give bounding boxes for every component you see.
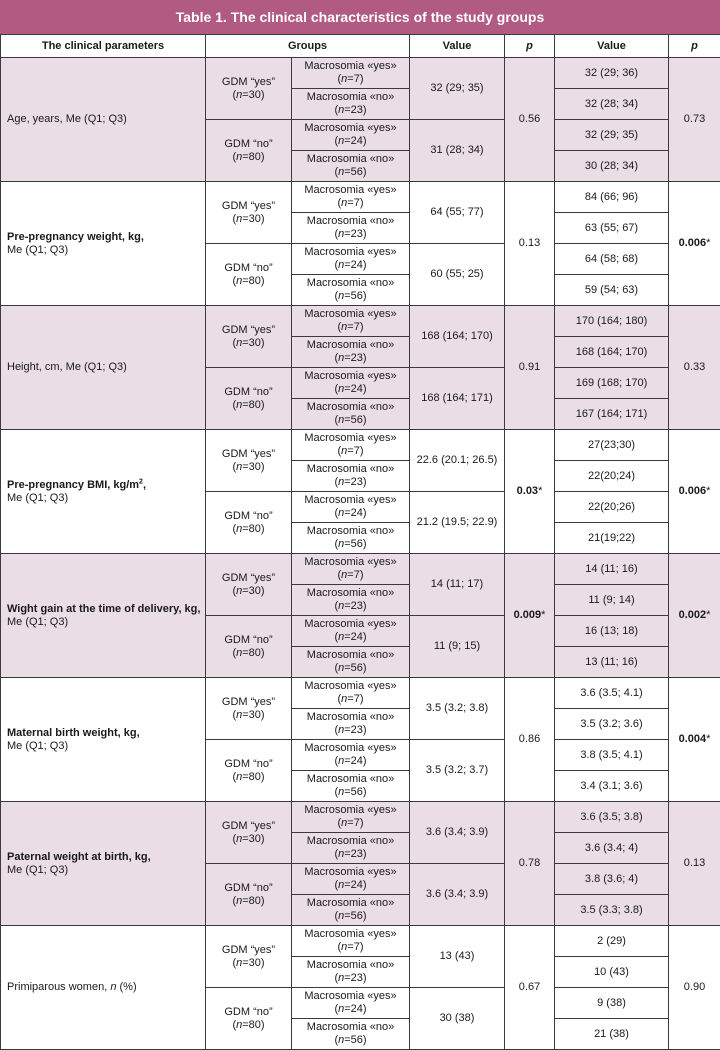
- subgroup-macro-no: Macrosomia «no» (n=23): [292, 337, 410, 368]
- value2-cell: 13 (11; 16): [555, 647, 669, 678]
- value1-gdm-no: 11 (9; 15): [410, 616, 505, 678]
- group-gdm-yes: GDM “yes” (n=30): [206, 554, 292, 616]
- subgroup-macro-yes: Macrosomia «yes» (n=24): [292, 368, 410, 399]
- table-row: [1, 430, 720, 461]
- param-cell: Primiparous women, n (%): [1, 926, 206, 1050]
- value2-cell: 22(20;24): [555, 461, 669, 492]
- value1-gdm-yes: 13 (43): [410, 926, 505, 988]
- value2-cell: 9 (38): [555, 988, 669, 1019]
- header-row: [1, 35, 720, 58]
- subgroup-macro-no: Macrosomia «no» (n=56): [292, 895, 410, 926]
- value2-cell: 3.6 (3.5; 3.8): [555, 802, 669, 833]
- value1-gdm-no: 3.5 (3.2; 3.7): [410, 740, 505, 802]
- value1-gdm-yes: 3.6 (3.4; 3.9): [410, 802, 505, 864]
- subgroup-macro-yes: Macrosomia «yes» (n=24): [292, 988, 410, 1019]
- value2-cell: 169 (168; 170): [555, 368, 669, 399]
- p1-cell: 0.13: [505, 182, 555, 306]
- header-groups: Groups: [206, 35, 410, 58]
- value2-cell: 3.8 (3.5; 4.1): [555, 740, 669, 771]
- group-gdm-yes: GDM “yes” (n=30): [206, 306, 292, 368]
- value1-gdm-no: 60 (55; 25): [410, 244, 505, 306]
- value2-cell: 16 (13; 18): [555, 616, 669, 647]
- param-cell: Age, years, Me (Q1; Q3): [1, 58, 206, 182]
- value2-cell: 170 (164; 180): [555, 306, 669, 337]
- subgroup-macro-yes: Macrosomia «yes» (n=24): [292, 616, 410, 647]
- group-gdm-yes: GDM “yes” (n=30): [206, 802, 292, 864]
- value1-gdm-yes: 22.6 (20.1; 26.5): [410, 430, 505, 492]
- value2-cell: 3.6 (3.5; 4.1): [555, 678, 669, 709]
- p2-cell: 0.004*: [669, 678, 720, 802]
- subgroup-macro-yes: Macrosomia «yes» (n=7): [292, 430, 410, 461]
- subgroup-macro-no: Macrosomia «no» (n=56): [292, 523, 410, 554]
- header-value-1: Value: [410, 35, 505, 58]
- value2-cell: 167 (164; 171): [555, 399, 669, 430]
- subgroup-macro-yes: Macrosomia «yes» (n=7): [292, 182, 410, 213]
- group-gdm-yes: GDM “yes” (n=30): [206, 430, 292, 492]
- header-p-2: p: [669, 35, 720, 58]
- clinical-characteristics-table: [0, 34, 720, 1050]
- subgroup-macro-yes: Macrosomia «yes» (n=7): [292, 58, 410, 89]
- group-gdm-no: GDM “no” (n=80): [206, 740, 292, 802]
- value2-cell: 32 (28; 34): [555, 89, 669, 120]
- p2-cell: 0.33: [669, 306, 720, 430]
- param-cell: Pre-pregnancy weight, kg, Me (Q1; Q3): [1, 182, 206, 306]
- subgroup-macro-yes: Macrosomia «yes» (n=24): [292, 492, 410, 523]
- group-gdm-no: GDM “no” (n=80): [206, 244, 292, 306]
- table-title: Table 1. The clinical characteristics of the study groups: [0, 0, 720, 34]
- p1-cell: 0.009*: [505, 554, 555, 678]
- table-row: [1, 306, 720, 337]
- value2-cell: 11 (9; 14): [555, 585, 669, 616]
- value2-cell: 3.5 (3.3; 3.8): [555, 895, 669, 926]
- header-p-1: p: [505, 35, 555, 58]
- value2-cell: 59 (54; 63): [555, 275, 669, 306]
- group-gdm-no: GDM “no” (n=80): [206, 988, 292, 1050]
- value1-gdm-no: 3.6 (3.4; 3.9): [410, 864, 505, 926]
- subgroup-macro-yes: Macrosomia «yes» (n=24): [292, 120, 410, 151]
- table-row: [1, 182, 720, 213]
- subgroup-macro-no: Macrosomia «no» (n=23): [292, 833, 410, 864]
- p2-cell: 0.73: [669, 58, 720, 182]
- value2-cell: 22(20;26): [555, 492, 669, 523]
- table-row: [1, 58, 720, 89]
- value2-cell: 64 (58; 68): [555, 244, 669, 275]
- subgroup-macro-no: Macrosomia «no» (n=23): [292, 957, 410, 988]
- subgroup-macro-yes: Macrosomia «yes» (n=24): [292, 864, 410, 895]
- value2-cell: 21(19;22): [555, 523, 669, 554]
- value2-cell: 3.6 (3.4; 4): [555, 833, 669, 864]
- subgroup-macro-no: Macrosomia «no» (n=23): [292, 213, 410, 244]
- table-row: [1, 802, 720, 833]
- p1-cell: 0.03*: [505, 430, 555, 554]
- param-cell: Maternal birth weight, kg, Me (Q1; Q3): [1, 678, 206, 802]
- p1-cell: 0.86: [505, 678, 555, 802]
- param-cell: Height, cm, Me (Q1; Q3): [1, 306, 206, 430]
- table-row: [1, 678, 720, 709]
- p1-cell: 0.56: [505, 58, 555, 182]
- value2-cell: 21 (38): [555, 1019, 669, 1050]
- subgroup-macro-no: Macrosomia «no» (n=56): [292, 771, 410, 802]
- value2-cell: 2 (29): [555, 926, 669, 957]
- subgroup-macro-yes: Macrosomia «yes» (n=7): [292, 678, 410, 709]
- group-gdm-no: GDM “no” (n=80): [206, 368, 292, 430]
- value1-gdm-yes: 14 (11; 17): [410, 554, 505, 616]
- param-cell: Pre-pregnancy BMI, $kg/m^2$, Me (Q1; Q3): [1, 430, 206, 554]
- value2-cell: 32 (29; 36): [555, 58, 669, 89]
- value2-cell: 63 (55; 67): [555, 213, 669, 244]
- value2-cell: 10 (43): [555, 957, 669, 988]
- group-gdm-yes: GDM “yes” (n=30): [206, 678, 292, 740]
- value2-cell: 14 (11; 16): [555, 554, 669, 585]
- p2-cell: 0.002*: [669, 554, 720, 678]
- subgroup-macro-no: Macrosomia «no» (n=56): [292, 1019, 410, 1050]
- group-gdm-no: GDM “no” (n=80): [206, 616, 292, 678]
- p2-cell: 0.006*: [669, 430, 720, 554]
- subgroup-macro-yes: Macrosomia «yes» (n=7): [292, 926, 410, 957]
- value2-cell: 32 (29; 35): [555, 120, 669, 151]
- value2-cell: 84 (66; 96): [555, 182, 669, 213]
- subgroup-macro-yes: Macrosomia «yes» (n=7): [292, 306, 410, 337]
- subgroup-macro-yes: Macrosomia «yes» (n=7): [292, 554, 410, 585]
- param-cell: Paternal weight at birth, kg, Me (Q1; Q3): [1, 802, 206, 926]
- p1-cell: 0.78: [505, 802, 555, 926]
- value1-gdm-yes: 3.5 (3.2; 3.8): [410, 678, 505, 740]
- value2-cell: 3.4 (3.1; 3.6): [555, 771, 669, 802]
- subgroup-macro-no: Macrosomia «no» (n=23): [292, 461, 410, 492]
- group-gdm-yes: GDM “yes” (n=30): [206, 926, 292, 988]
- value2-cell: 27(23;30): [555, 430, 669, 461]
- value1-gdm-no: 21.2 (19.5; 22.9): [410, 492, 505, 554]
- group-gdm-no: GDM “no” (n=80): [206, 492, 292, 554]
- value1-gdm-yes: 64 (55; 77): [410, 182, 505, 244]
- subgroup-macro-yes: Macrosomia «yes» (n=7): [292, 802, 410, 833]
- value1-gdm-no: 30 (38): [410, 988, 505, 1050]
- header-value-2: Value: [555, 35, 669, 58]
- value2-cell: 168 (164; 170): [555, 337, 669, 368]
- group-gdm-no: GDM “no” (n=80): [206, 120, 292, 182]
- subgroup-macro-no: Macrosomia «no» (n=56): [292, 275, 410, 306]
- subgroup-macro-yes: Macrosomia «yes» (n=24): [292, 740, 410, 771]
- value2-cell: 3.8 (3.6; 4): [555, 864, 669, 895]
- subgroup-macro-no: Macrosomia «no» (n=23): [292, 89, 410, 120]
- param-cell: Wight gain at the time of delivery, kg, Me (Q1; Q3): [1, 554, 206, 678]
- table-row: [1, 554, 720, 585]
- subgroup-macro-yes: Macrosomia «yes» (n=24): [292, 244, 410, 275]
- table-row: [1, 926, 720, 957]
- value1-gdm-no: 168 (164; 171): [410, 368, 505, 430]
- subgroup-macro-no: Macrosomia «no» (n=56): [292, 647, 410, 678]
- subgroup-macro-no: Macrosomia «no» (n=56): [292, 151, 410, 182]
- group-gdm-yes: GDM “yes” (n=30): [206, 58, 292, 120]
- value1-gdm-yes: 32 (29; 35): [410, 58, 505, 120]
- p2-cell: 0.006*: [669, 182, 720, 306]
- p1-cell: 0.91: [505, 306, 555, 430]
- subgroup-macro-no: Macrosomia «no» (n=23): [292, 709, 410, 740]
- p2-cell: 0.90: [669, 926, 720, 1050]
- group-gdm-yes: GDM “yes” (n=30): [206, 182, 292, 244]
- group-gdm-no: GDM “no” (n=80): [206, 864, 292, 926]
- value2-cell: 30 (28; 34): [555, 151, 669, 182]
- value1-gdm-yes: 168 (164; 170): [410, 306, 505, 368]
- subgroup-macro-no: Macrosomia «no» (n=56): [292, 399, 410, 430]
- subgroup-macro-no: Macrosomia «no» (n=23): [292, 585, 410, 616]
- p2-cell: 0.13: [669, 802, 720, 926]
- value1-gdm-no: 31 (28; 34): [410, 120, 505, 182]
- value2-cell: 3.5 (3.2; 3.6): [555, 709, 669, 740]
- p1-cell: 0.67: [505, 926, 555, 1050]
- header-param: The clinical parameters: [1, 35, 206, 58]
